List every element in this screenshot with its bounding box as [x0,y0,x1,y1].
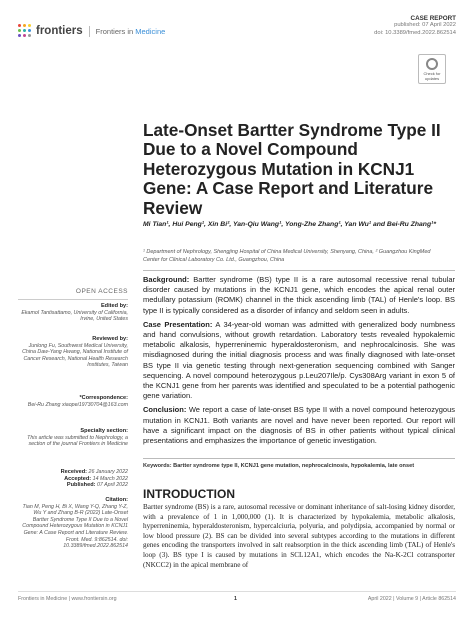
article-title: Late-Onset Bartter Syndrome Type II Due to a Novel Compound Heterozygous Mutation in KCNJ1 Gene: A Case Report and Literature Review [143,120,441,218]
sidebar-dates: Received: 26 January 2022 Accepted: 14 March 2022 Published: 07 April 2022 [60,469,128,489]
frontiers-logo[interactable] [18,24,165,38]
sidebar-editor: Edited by: Ekamol Tantisattamo, University of California, Irvine, United States [21,303,128,323]
frontiers-dots-icon [18,24,32,38]
footer-journal-link[interactable]: Frontiers in Medicine | www.frontiersin.org [18,596,117,602]
article-meta [374,15,456,37]
doi[interactable]: doi: 10.3389/fmed.2022.862514 [374,29,456,36]
abstract [143,275,455,450]
abstract-case: Case Presentation: A 34-year-old woman was admitted with generalized body numbness and hand convulsions, without growth retardation. Laboratory tests revealed hypokalemic metabolic alkalosis, hyperreninemic hyperaldosteronism, and nephrocalcinosis. She was misdiagnosed during the initial diagnosis process and was finally diagnosed with late-onset BS type II via genetic testing through next-generation sequencing combined with Sanger sequencing. A novel compound heterozygous p.Leu207Ile/p. Cys308Arg variant in exon 5 of the KCNJ1 gene from her parents was identified and speculated to be a potential pathogenic gene variation. [143,319,455,401]
brand-name: frontiers [36,25,83,37]
divider [89,26,90,37]
journal-name[interactable]: Frontiers in Medicine [95,26,166,36]
sidebar-rule [18,299,128,300]
published-date: published: 07 April 2022 [394,22,456,29]
footer-issue: April 2022 | Volume 9 | Article 862514 [367,596,456,602]
sidebar-citation: Citation: Tian M, Peng H, Bi X, Wang Y-Q, Zhang Y-Z, Wu Y and Zhang B-R (2022) Late-Onset Bartter Syndrome Type II Due to a Novel Compound Heterozygous Mutation in KCNJ1 Gene: A Case Report and Literature Review. Front. Med. 9:862514. doi: 10.3389/fmed.2022.862514 [22,497,128,550]
affiliations: ¹ Department of Nephrology, Shengjing Hospital of China Medical University, Shenyang, China, ² Guangzhou KingMed Center for Clinical Laboratory Co. Ltd., Guangzhou, China [143,249,431,263]
abstract-top-rule [143,270,455,271]
sidebar-correspondence[interactable]: *Correspondence: Bei-Ru Zhang xiaopei19730704@163.com [27,395,128,408]
refresh-icon [426,58,438,70]
article-type: CASE REPORT [410,15,456,22]
keywords-rule [143,458,455,459]
check-updates-button[interactable] [418,54,446,84]
keywords: Keywords: Bartter syndrome type II, KCNJ1 gene mutation, nephrocalcinosis, hypokalemia, late onset [143,463,415,469]
footer-rule [18,591,456,592]
sidebar-reviewers: Reviewed by: Junlong Fu, Southwest Medical University, China Daw-Yang Hwang, National Institute of Cancer Research, National Health Research Institutes, Taiwan [22,336,128,369]
open-access-label: OPEN ACCESS [75,288,128,295]
abstract-background: Background: Bartter syndrome (BS) type II is a rare autosomal recessive renal tubular disorder caused by mutations in the KCNJ1 gene, which encodes the apical renal outer medullary potassium (ROMK) channel in the thick ascending limb (TAL) of Henle's loop. BS type II is typically considered as a disorder of infancy and seldom seen in adults. [143,275,455,315]
page-number: 1 [234,596,237,602]
section-heading: INTRODUCTION [143,487,235,501]
introduction-text: Bartter syndrome (BS) is a rare, autosomal recessive or dominant inheritance of salt-losing kidney disorder, with a prevalence of 1 in 1,000,000 (1). It is characterized by hypokalemia, metabolic alkalosis, hyperreninemia, hyperaldosteronism, hypercalciuria, polyuria, and polydipsia, accompanied by normal or low blood pressure (2). BS can be divided into several subtypes according to the mutations in different genes encoding the transporters involved in salt reabsorption in the thick ascending limb (TAL) of Henle's loop (3). BS type I is caused by mutations in SCL12A1, which encodes the Na-K-2Cl cotransporter (NKCC2) in the apical membrane of [143,503,455,569]
sidebar-specialty: Specialty section: This article was submitted to Nephrology, a section of the journal Frontiers in Medicine [27,428,128,448]
check-updates-label: Check for updates [423,71,441,81]
author-list: Mi Tian¹, Hui Peng¹, Xin Bi², Yan-Qiu Wang¹, Yong-Zhe Zhang¹, Yan Wu¹ and Bei-Ru Zhang¹* [143,221,437,228]
abstract-conclusion: Conclusion: We report a case of late-onset BS type II with a novel compound heterozygous mutation in KCNJ1. Both variants are novel and have never been reported. Our report will have a significant impact on the diagnosis of BS in other patients without typical clinical presentations and emphasizes the importance of genetic investigation. [143,405,455,446]
